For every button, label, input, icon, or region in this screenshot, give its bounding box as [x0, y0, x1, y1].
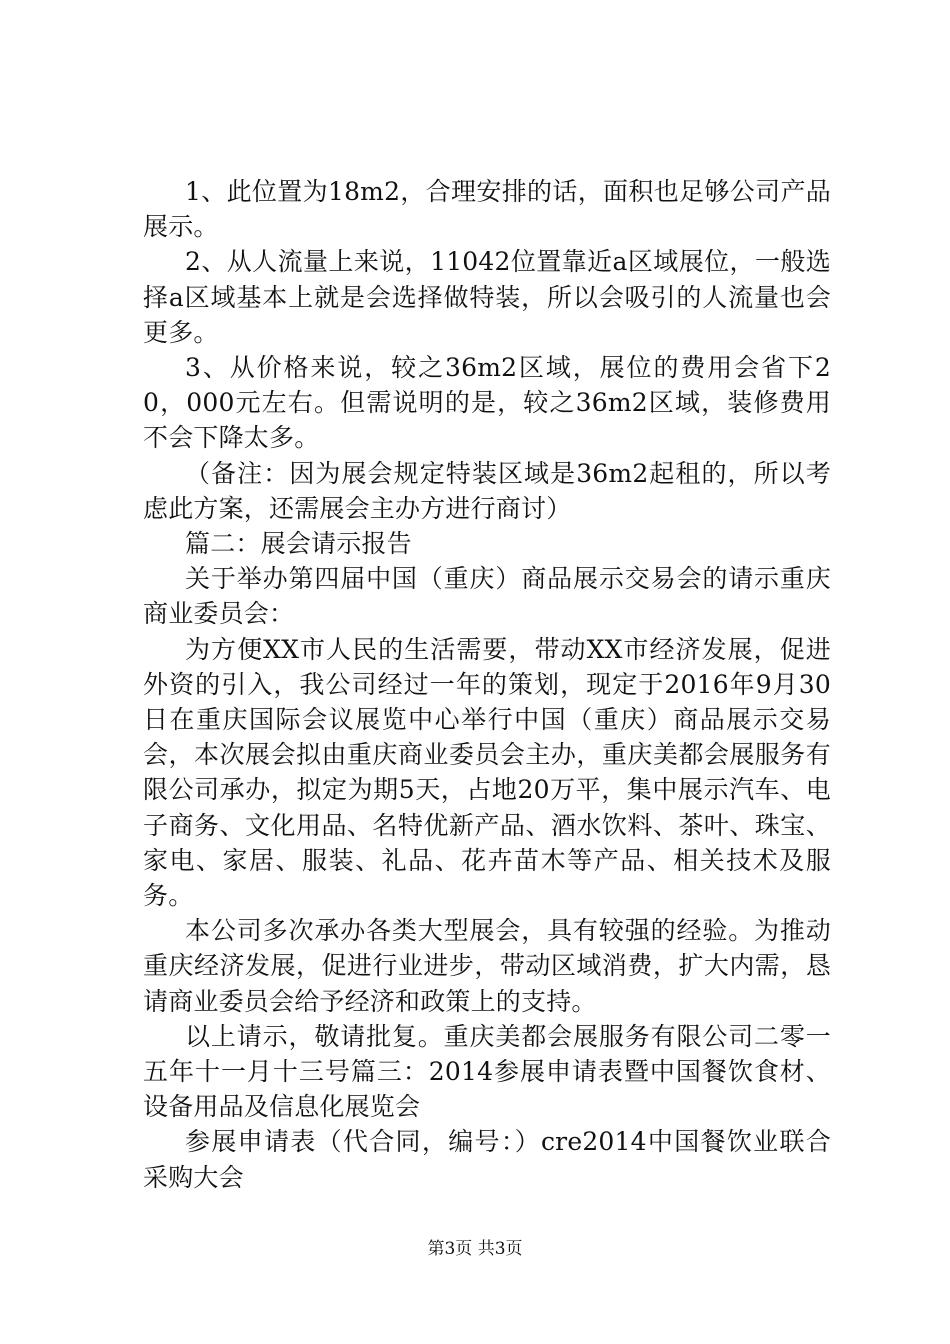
section-heading: 篇二：展会请示报告 — [185, 529, 412, 559]
paragraph-item-1: 1、此位置为18m2，合理安排的话，面积也足够公司产品展示。 — [143, 177, 831, 242]
remark-paragraph: （备注：因为展会规定特装区域是36m2起租的，所以考虑此方案，还需展会主办方进行商讨） — [143, 458, 831, 523]
closing-paragraph: 以上请示，敬请批复。重庆美都会展服务有限公司二零一五年十一月十三号篇三：2014参展申请表暨中国餐饮食材、设备用品及信息化展览会 — [143, 1021, 831, 1122]
paragraph-item-2: 2、从人流量上来说，11042位置靠近a区域展位，一般选择a区域基本上就是会选择做特装，所以会吸引的人流量也会更多。 — [143, 247, 831, 347]
support-paragraph: 本公司多次承办各类大型展会，具有较强的经验。为推动重庆经济发展，促进行业进步，带动区域消费，扩大内需，恳请商业委员会给予经济和政策上的支持。 — [143, 916, 831, 1016]
paragraph-item-3: 3、从价格来说，较之36m2区域，展位的费用会省下20，000元左右。但需说明的是，较之36m2区域，装修费用不会下降太多。 — [143, 353, 831, 453]
application-paragraph: 参展申请表（代合同，编号：）cre2014中国餐饮业联合采购大会 — [143, 1127, 831, 1192]
page-footer: 第3页 共3页 — [427, 1239, 523, 1259]
request-body-paragraph: 为方便XX市人民的生活需要，带动XX市经济发展，促进外资的引入，我公司经过一年的策划，现定于2016年9月30日在重庆国际会议展览中心举行中国（重庆）商品展示交易会，本次展会拟由重庆商业委员会主办，重庆美都会展服务有限公司承办，拟定为期5天，占地20万平，集中展示汽车、电子商务、文化用品、名特优新产品、酒水饮料、茶叶、珠宝、家电、家居、服装、礼品、花卉苗木等产品、相关技术及服务。 — [143, 634, 831, 911]
document-body — [143, 174, 831, 1195]
request-title: 关于举办第四届中国（重庆）商品展示交易会的请示重庆商业委员会： — [143, 564, 831, 629]
